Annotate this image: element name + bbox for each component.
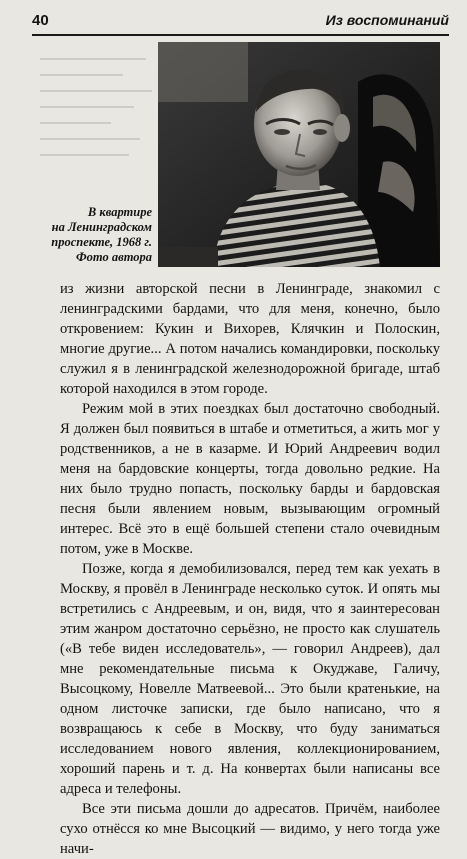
- paragraph: Все эти письма дошли до адресатов. Причём, наиболее сухо отнёсся ко мне Высоцкий — видимо, у него тогда уже начи-: [60, 801, 440, 857]
- caption-line: проспекте, 1968 г.: [51, 235, 152, 249]
- caption-line: Фото автора: [76, 250, 152, 264]
- page-header: [32, 10, 449, 32]
- portrait-image: [158, 42, 440, 267]
- header-rule: [32, 34, 449, 36]
- paragraph: из жизни авторской песни в Ленинграде, знакомил с ленинградскими бардами, что для меня, конечно, было откровением: Кукин и Вихорев, Клячкин и Полоскин, многие другие... А потом начались командировки, поскольку служил я в ленинградской железнодорожной бригаде, штаб которой находился в этом городе.: [60, 281, 440, 397]
- page-number: 40: [32, 12, 49, 29]
- caption-line: на Ленинградском: [51, 220, 152, 234]
- photo-caption: [34, 205, 152, 265]
- body-text: [60, 279, 440, 859]
- author-photo: [158, 42, 440, 267]
- caption-line: В квартире: [87, 205, 152, 219]
- paragraph: Позже, когда я демобилизовался, перед тем как уехать в Москву, я провёл в Ленинграде несколько суток. И опять мы встретились с Андреевым, и он, видя, что я заинтересован этим жанром достаточно серьёзно, не просто как слушатель («В тебе виден исследователь», — говорил Андреев), дал мне рекомендательные письма к Окуджаве, Галичу, Высоцкому, Новелле Матвеевой... Это были кратенькие, на одном листочке записки, где было написано, что я возвращаюсь к себе в Москву, что буду заниматься исследованием нового явления, коллекционированием, хороший парень и т. д. На конвертах были написаны все адреса и телефоны.: [60, 561, 440, 797]
- paragraph: Режим мой в этих поездках был достаточно свободный. Я должен был появиться в штабе и отметиться, а жить мог у родственников, а не в казарме. И Юрий Андреевич водил меня на бардовские концерты, тогда довольно редкие. На них было трудно попасть, поскольку барды и бардовская песня были явлением новым, вызывающим огромный интерес. Всё это в ещё большей степени стало очевидным потом, уже в Москве.: [60, 401, 440, 557]
- running-title: Из воспоминаний: [325, 12, 449, 28]
